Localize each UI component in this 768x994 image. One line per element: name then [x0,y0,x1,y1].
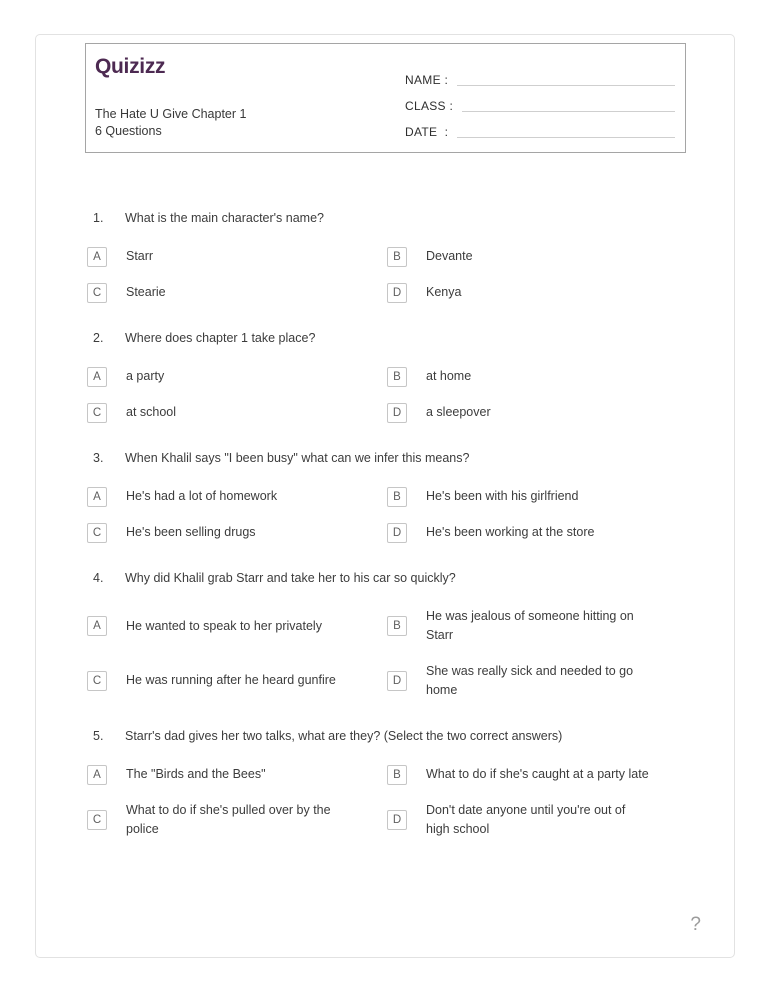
question-text: Where does chapter 1 take place? [125,331,316,345]
option-letter-box: D [387,810,407,830]
question-block [36,571,734,701]
field-write-in-line [457,72,675,86]
answer-option [87,801,387,840]
questions-list [36,211,734,839]
question-text: Why did Khalil grab Starr and take her to his car so quickly? [125,571,456,585]
option-text: He's been selling drugs [126,525,256,540]
option-text: at school [126,405,177,420]
option-letter-box: C [87,283,107,303]
option-text: a party [126,369,165,384]
field-write-in-line [457,124,675,138]
options-grid [36,487,734,543]
field-label: DATE : [405,125,452,139]
option-text: He wanted to speak to her privately [126,618,322,633]
field-label: CLASS : [405,99,457,113]
option-text: He was jealous of someone hitting on Starr [426,609,634,643]
header-fields [405,56,675,140]
options-grid [36,247,734,303]
option-letter-box: C [87,523,107,543]
options-grid [36,765,734,840]
question-number: 3. [93,451,104,465]
header-field-row [405,62,675,88]
answer-option [387,367,734,387]
answer-option [387,765,734,785]
field-label: NAME : [405,73,452,87]
question-block [36,211,734,303]
option-letter-box: C [87,810,107,830]
answer-option [87,247,387,267]
option-text: at home [426,369,472,384]
option-text: a sleepover [426,405,491,420]
answer-option [87,367,387,387]
option-letter-box: D [387,671,407,691]
option-letter-box: A [87,616,107,636]
question-head [36,729,734,744]
option-letter-box: A [87,247,107,267]
quiz-info [95,106,246,140]
option-letter-box: B [387,367,407,387]
options-grid [36,607,734,701]
answer-option [387,662,734,701]
question-block [36,451,734,543]
option-text: Starr [126,249,154,264]
option-letter-box: A [87,487,107,507]
option-letter-box: A [87,765,107,785]
worksheet-page [35,34,735,958]
answer-option [87,283,387,303]
header-left [95,56,246,140]
option-letter-box: C [87,671,107,691]
question-block [36,331,734,423]
help-button[interactable]: ? [690,914,701,935]
option-letter-box: D [387,283,407,303]
option-text: He's been with his girlfriend [426,489,579,504]
option-text: What to do if she's caught at a party late [426,766,649,781]
option-letter-box: C [87,403,107,423]
header-field-row [405,88,675,114]
options-grid [36,367,734,423]
option-text: He was running after he heard gunfire [126,673,336,688]
option-text: What to do if she's pulled over by the police [126,802,331,836]
question-number: 1. [93,211,104,225]
answer-option [387,247,734,267]
option-letter-box: B [387,765,407,785]
question-number: 5. [93,728,104,743]
answer-option [87,487,387,507]
option-letter-box: A [87,367,107,387]
answer-option [387,523,734,543]
option-text: He's had a lot of homework [126,489,278,504]
question-text: When Khalil says "I been busy" what can we infer this means? [125,451,470,465]
answer-option [387,487,734,507]
answer-option [87,403,387,423]
question-head [36,571,734,586]
option-text: Devante [426,249,473,264]
header-field-row [405,114,675,140]
answer-option [87,523,387,543]
option-letter-box: D [387,403,407,423]
option-text: Kenya [426,285,462,300]
question-head [36,211,734,226]
question-head [36,451,734,466]
field-write-in-line [462,98,675,112]
question-count: 6 Questions [95,124,162,138]
option-text: Don't date anyone until you're out of high school [426,802,626,836]
answer-option [387,403,734,423]
question-block [36,729,734,840]
option-letter-box: D [387,523,407,543]
answer-option [87,616,387,636]
answer-option [387,283,734,303]
option-letter-box: B [387,616,407,636]
quiz-title: The Hate U Give Chapter 1 [95,107,247,121]
option-text: The "Birds and the Bees" [126,766,266,781]
answer-option [87,765,387,785]
option-text: He's been working at the store [426,525,595,540]
option-letter-box: B [387,487,407,507]
answer-option [387,801,734,840]
worksheet-header [85,43,686,153]
question-number: 2. [93,331,104,345]
question-number: 4. [93,571,104,585]
option-text: She was really sick and needed to go home [426,663,634,698]
quizizz-logo: Quizizz [95,55,166,78]
option-text: Stearie [126,285,166,300]
question-text: Starr's dad gives her two talks, what are they? (Select the two correct answers) [125,728,563,743]
question-text: What is the main character's name? [125,211,324,225]
option-letter-box: B [387,247,407,267]
question-head [36,331,734,346]
answer-option [87,671,387,691]
answer-option [387,607,734,646]
